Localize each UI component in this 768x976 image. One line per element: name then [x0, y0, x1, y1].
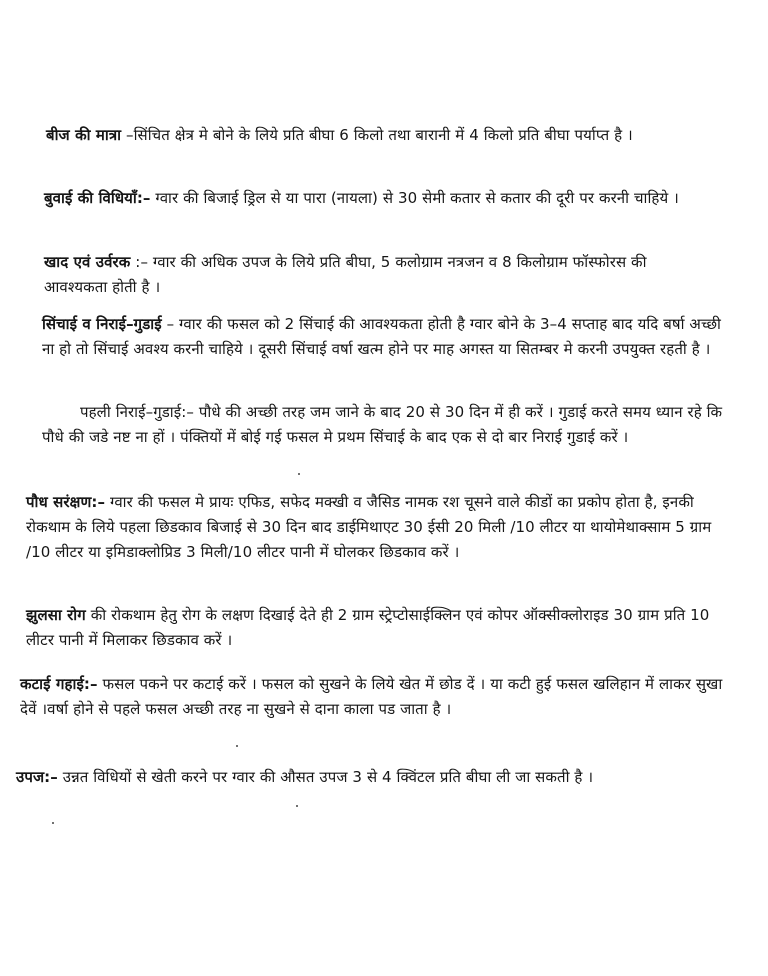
text-seed-rate: –सिंचित क्षेत्र मे बोने के लिये प्रति बीघा 6 किलो तथा बारानी में 4 किलो प्रति बीघा पर्याप्त है । — [121, 126, 633, 144]
heading-harvesting-threshing: कटाई गहाई:– — [20, 675, 98, 693]
paragraph-first-weeding — [42, 400, 728, 450]
scan-speck — [298, 473, 300, 475]
heading-blight-disease: झुलसा रोग — [26, 606, 86, 624]
paragraph-seed-rate — [46, 123, 726, 148]
paragraph-sowing-methods — [44, 186, 724, 211]
text-plant-protection: ग्वार की फसल मे प्रायः एफिड, सफेद मक्खी व जैसिड नामक रश चूसने वाले कीडों का प्रकोप होता है, इनकी रोकथाम के लिये पहला छिडकाव बिजाई से 30 दिन बाद डाईमिथाएट 30 ईसी 20 मिली /10 लीटर या थायोमेथाक्साम 5 ग्राम /10 लीटर या इमिडाक्लोप्रिड 3 मिली/10 लीटर पानी में घोलकर छिडकाव करें । — [26, 493, 712, 561]
heading-irrigation-weeding: सिंचाई व निराई–गुडाई — [42, 315, 162, 333]
scan-speck — [296, 805, 298, 807]
paragraph-manure-fertilizer — [44, 250, 704, 300]
text-yield: उन्नत विधियों से खेती करने पर ग्वार की औसत उपज 3 से 4 क्विंटल प्रति बीघा ली जा सकती है । — [57, 768, 594, 786]
heading-sowing-methods: बुवाई की विधियाँ:– — [44, 189, 151, 207]
heading-seed-rate: बीज की मात्रा — [46, 126, 122, 144]
paragraph-yield — [16, 765, 738, 790]
text-manure-fertilizer: :– ग्वार की अधिक उपज के लिये प्रति बीघा, 5 कलोग्राम नत्रजन व 8 किलोग्राम फॉस्फोरस की आवश्यकता होती है । — [44, 253, 647, 296]
scan-speck — [52, 822, 54, 824]
paragraph-irrigation-weeding — [42, 312, 728, 362]
text-harvesting-threshing: फसल पकने पर कटाई करें । फसल को सुखने के लिये खेत में छोड दें । या कटी हुई फसल खलिहान में लाकर सुखा देवें ।वर्षा होने से पहले फसल अच्छी तरह ना सुखने से दाना काला पड जाता है । — [20, 675, 723, 718]
text-irrigation-weeding: – ग्वार की फसल को 2 सिंचाई की आवश्यकता होती है ग्वार बोने के 3–4 सप्ताह बाद यदि बर्षा अच्छी ना हो तो सिंचाई अवश्य करनी चाहिये । दूसरी सिंचाई वर्षा खत्म होने पर माह अगस्त या सितम्बर मे करनी उपयुक्त रहती है । — [42, 315, 722, 358]
text-blight-disease: की रोकथाम हेतु रोग के लक्षण दिखाई देते ही 2 ग्राम स्ट्रेप्टोसाईक्लिन एवं कोपर ऑक्सीक्लोराइड 30 ग्राम प्रति 10 लीटर पानी में मिलाकर छिडकाव करें । — [26, 606, 710, 649]
paragraph-plant-protection — [26, 490, 732, 565]
heading-yield: उपज:– — [16, 768, 58, 786]
heading-manure-fertilizer: खाद एवं उर्वरक — [44, 253, 131, 271]
scan-speck — [236, 745, 238, 747]
heading-plant-protection: पौध सरंक्षण:– — [26, 493, 106, 511]
paragraph-blight-disease — [26, 603, 726, 653]
text-first-weeding: पहली निराई–गुडाई:– पौधे की अच्छी तरह जम जाने के बाद 20 से 30 दिन में ही करें । गुडाई करते समय ध्यान रहे कि पौधे की जडे नष्ट ना हों । पंक्तियों में बोई गई फसल मे प्रथम सिंचाई के बाद एक से दो बार निराई गुडाई करें । — [42, 403, 723, 446]
text-sowing-methods: ग्वार की बिजाई ड्रिल से या पारा (नायला) से 30 सेमी कतार से कतार की दूरी पर करनी चाहिये । — [150, 189, 679, 207]
paragraph-harvesting-threshing — [20, 672, 736, 722]
